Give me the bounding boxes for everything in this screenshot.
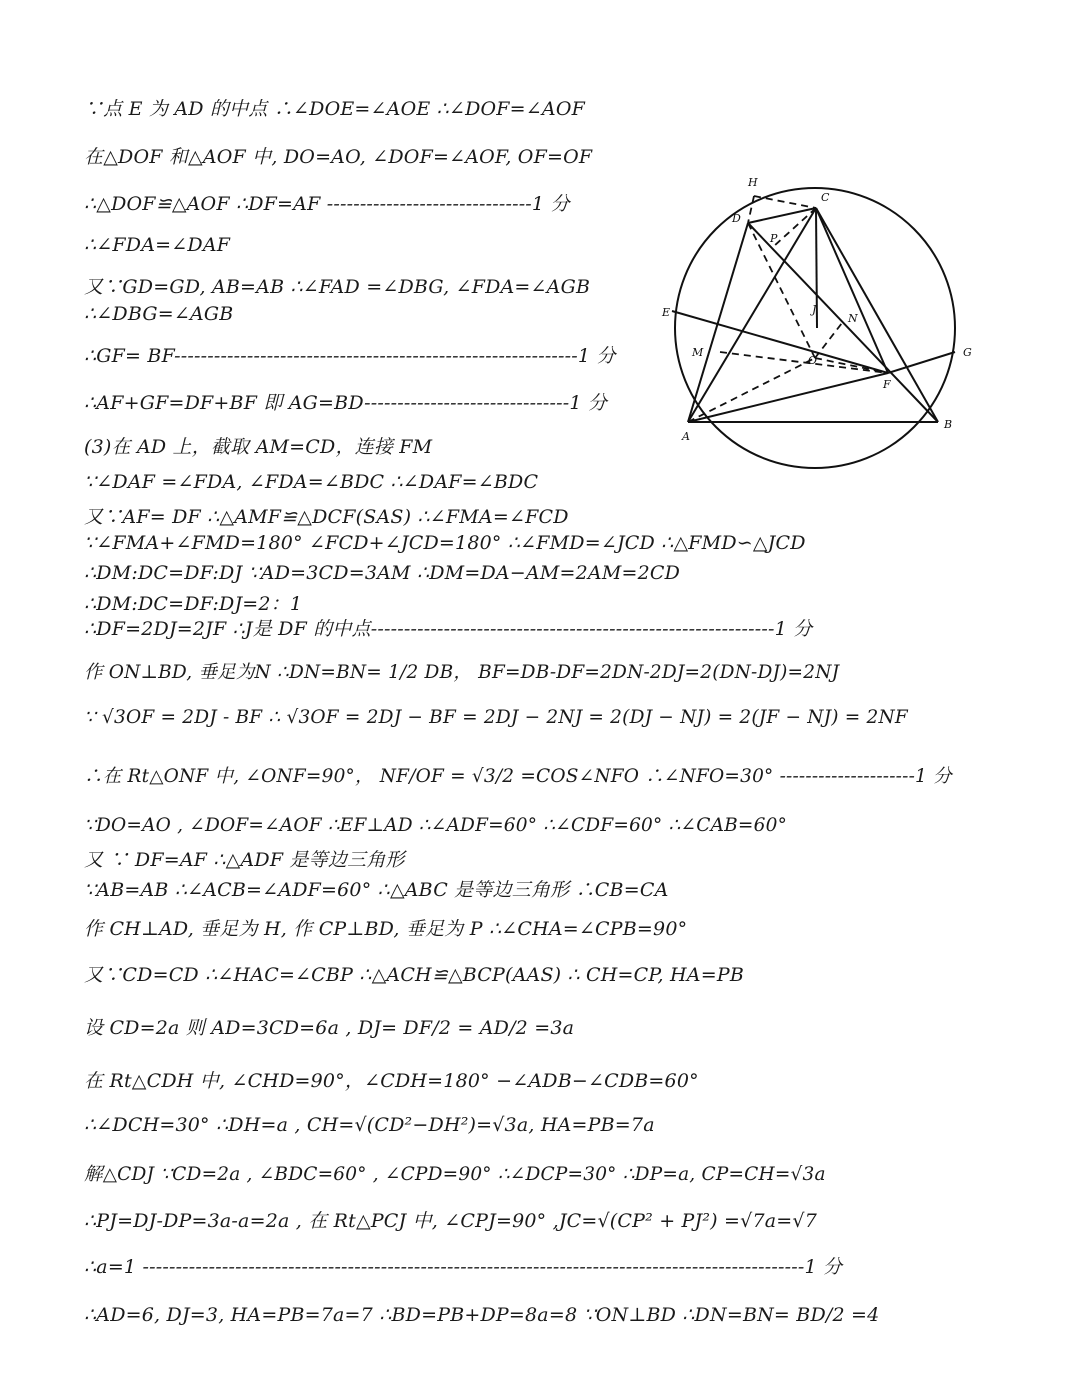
text-line-22: 作 CH⊥AD, 垂足为 H, 作 CP⊥BD, 垂足为 P ∴∠CHA=∠CPB=90° <box>84 918 688 940</box>
label-n: N <box>848 312 858 325</box>
label-h: H <box>748 176 758 189</box>
segment-do-dashed <box>748 223 815 358</box>
text-line-15: ∴DF=2DJ=2JF ∴J是 DF 的中点-------------------------------------------------------------1 分 <box>84 618 813 640</box>
segment-db <box>748 223 938 422</box>
label-c: C <box>821 191 830 204</box>
segment-cf <box>816 208 888 373</box>
geometry-figure <box>650 168 980 478</box>
text-line-20: 又 ∵ DF=AF ∴△ADF 是等边三角形 <box>84 849 405 871</box>
segment-cp-dashed <box>774 208 816 246</box>
text-line-27: 解△CDJ ∵CD=2a , ∠BDC=60° , ∠CPD=90° ∴∠DCP=30° ∴DP=a, CP=CH=√3a <box>84 1164 826 1185</box>
label-m: M <box>692 346 704 359</box>
text-line-19: ∵DO=AO , ∠DOF=∠AOF ∴EF⊥AD ∴∠ADF=60° ∴∠CDF=60° ∴∠CAB=60° <box>84 815 788 836</box>
label-d: D <box>732 212 741 225</box>
label-g: G <box>963 346 972 359</box>
text-line-7: ∴GF= BF-------------------------------------------------------------1 分 <box>84 345 616 367</box>
segment-hd-dashed <box>748 196 754 223</box>
segment-mf-dashed <box>720 352 888 373</box>
text-line-14: ∴DM:DC=DF:DJ=2：1 <box>84 593 303 615</box>
text-line-16: 作 ON⊥BD, 垂足为N ∴DN=BN= 1/2 DB， BF=DB-DF=2DN-2DJ=2(DN-DJ)=2NJ <box>84 662 840 683</box>
label-o: O <box>808 354 818 367</box>
label-a: A <box>682 430 690 443</box>
text-line-24: 设 CD=2a 则 AD=3CD=6a , DJ= DF/2 = AD/2 =3a <box>84 1017 575 1039</box>
text-line-6: ∴∠DBG=∠AGB <box>84 303 234 325</box>
text-line-23: 又∵CD=CD ∴∠HAC=∠CBP ∴△ACH≌△BCP(AAS) ∴ CH=CP, HA=PB <box>84 964 744 986</box>
text-line-12: ∵∠FMA+∠FMD=180° ∠FCD+∠JCD=180° ∴∠FMD=∠JCD ∴△FMD∽△JCD <box>84 532 806 554</box>
text-line-2: 在△DOF 和△AOF 中, DO=AO, ∠DOF=∠AOF, OF=OF <box>84 146 593 168</box>
text-line-25: 在 Rt△CDH 中, ∠CHD=90°，∠CDH=180° −∠ADB−∠CDB=60° <box>84 1070 699 1092</box>
segment-af <box>688 373 888 422</box>
label-f: F <box>883 378 891 391</box>
text-line-4: ∴∠FDA=∠DAF <box>84 234 231 256</box>
text-line-17: ∵ √3OF = 2DJ - BF ∴ √3OF = 2DJ − BF = 2DJ − 2NJ = 2(DJ − NJ) = 2(JF − NJ) = 2NF <box>84 707 908 728</box>
segment-dc <box>748 208 816 223</box>
text-line-26: ∴∠DCH=30° ∴DH=a , CH=√(CD²−DH²)=√3a, HA=PB=7a <box>84 1114 655 1136</box>
text-line-11: 又∵AF= DF ∴△AMF≌△DCF(SAS) ∴∠FMA=∠FCD <box>84 506 569 528</box>
text-line-28: ∴PJ=DJ-DP=3a-a=2a , 在 Rt△PCJ 中, ∠CPJ=90° ,JC=√(CP² + PJ²) =√7a=√7 <box>84 1210 817 1232</box>
segment-bc <box>816 208 938 422</box>
text-line-9: (3)在 AD 上，截取 AM=CD，连接 FM <box>84 436 433 458</box>
segment-fg <box>888 352 955 373</box>
text-line-1: ∵点 E 为 AD 的中点 ∴∠DOE=∠AOE ∴∠DOF=∠AOF <box>84 98 585 120</box>
text-line-18: ∴在 Rt△ONF 中, ∠ONF=90°， NF/OF = √3/2 =COS∠NFO ∴∠NFO=30° ---------------------1 分 <box>84 766 952 787</box>
text-line-10: ∵∠DAF =∠FDA, ∠FDA=∠BDC ∴∠DAF=∠BDC <box>84 471 539 493</box>
text-line-3: ∴△DOF≌△AOF ∴DF=AF -------------------------------1 分 <box>84 193 570 215</box>
label-b: B <box>944 418 953 431</box>
text-line-29: ∴a=1 ----------------------------------------------------------------------------------------------------1 分 <box>84 1256 843 1278</box>
label-e: E <box>662 306 671 319</box>
label-j: J <box>812 303 817 316</box>
text-line-8: ∴AF+GF=DF+BF 即 AG=BD-------------------------------1 分 <box>84 392 608 414</box>
label-p: P <box>770 232 778 245</box>
text-line-30: ∴AD=6, DJ=3, HA=PB=7a=7 ∴BD=PB+DP=8a=8 ∵ON⊥BD ∴DN=BN= BD/2 =4 <box>84 1304 880 1326</box>
segment-on-dashed <box>815 323 842 358</box>
text-line-21: ∵AB=AB ∴∠ACB=∠ADF=60° ∴△ABC 是等边三角形 ∴CB=CA <box>84 879 669 901</box>
text-line-13: ∴DM:DC=DF:DJ ∵AD=3CD=3AM ∴DM=DA−AM=2AM=2CD <box>84 562 681 584</box>
text-line-5: 又∵GD=GD, AB=AB ∴∠FAD =∠DBG, ∠FDA=∠AGB <box>84 276 591 298</box>
